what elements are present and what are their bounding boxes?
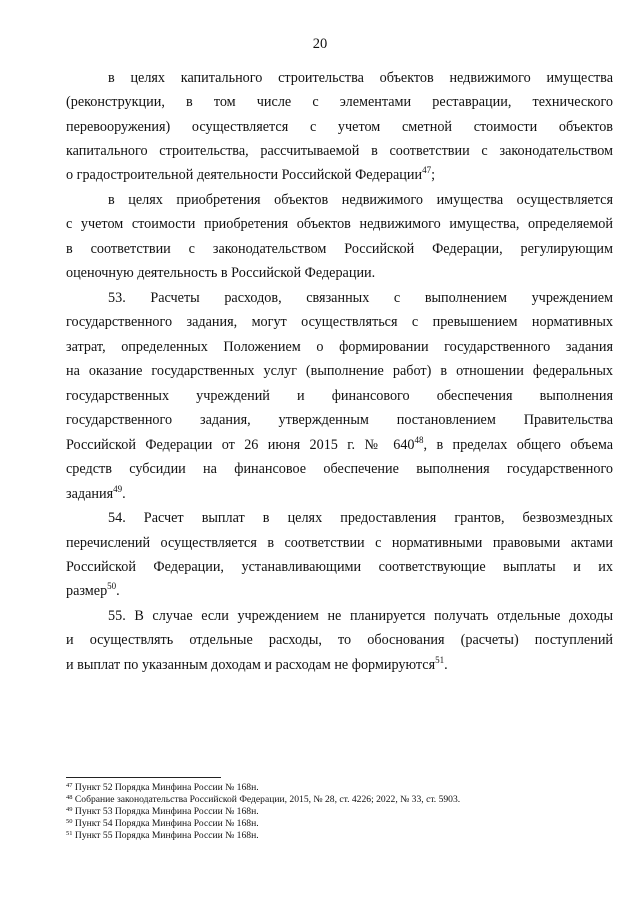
text-line: 53. Расчеты расходов, связанных с выполнением учреждением	[108, 290, 613, 306]
text-line: Российской Федерации, устанавливающими соответствующие выплаты и их	[66, 559, 613, 575]
text-line: (реконструкции, в том числе с элементами реставрации, технического	[66, 94, 613, 110]
text-line: государственных учреждений и финансового обеспечения выполнения	[66, 388, 613, 404]
text-line: с учетом стоимости приобретения объектов недвижимого имущества, определяемой	[66, 216, 613, 232]
text-line: задания$^{49}$.	[66, 484, 126, 502]
text-line: и осуществлять отдельные расходы, то обоснования (расчеты) поступлений	[66, 632, 613, 648]
footnote: $^{51}$ Пункт 55 Порядка Минфина России № 168н.	[66, 830, 259, 841]
text-line: перечислений осуществляется в соответствии с нормативными правовыми актами	[66, 535, 613, 551]
text-line: на оказание государственных услуг (выполнение работ) в отношении федеральных	[66, 363, 613, 379]
text-line: Российской Федерации от 26 июня 2015 г. № $640^{48}$, в пределах общего объема	[66, 435, 613, 453]
footnote-separator	[66, 777, 221, 778]
footnote: $^{47}$ Пункт 52 Порядка Минфина России № 168н.	[66, 782, 259, 793]
footnote: $^{50}$ Пункт 54 Порядка Минфина России № 168н.	[66, 818, 259, 829]
text-line: и выплат по указанным доходам и расходам не формируются$^{51}$.	[66, 655, 448, 673]
text-line: размер$^{50}$.	[66, 581, 120, 599]
footnote-ref: 47	[422, 165, 432, 175]
footnote-ref: 48	[414, 435, 424, 445]
text-line: государственного задания, утвержденным постановлением Правительства	[66, 412, 613, 428]
footnote: $^{49}$ Пункт 53 Порядка Минфина России № 168н.	[66, 806, 259, 817]
text-line: средств субсидии на финансовое обеспечение выполнения государственного	[66, 461, 613, 477]
text-line: 54. Расчет выплат в целях предоставления грантов, безвозмездных	[108, 510, 613, 526]
text-line: 55. В случае если учреждением не планируется получать отдельные доходы	[108, 608, 613, 624]
text-line: оценочную деятельность в Российской Федерации.	[66, 265, 376, 281]
footnote: $^{48}$ Собрание законодательства Российской Федерации, 2015, № 28, ст. 4226; 2022, № 33, ст. 5903.	[66, 794, 461, 805]
footnote-ref: 49	[113, 484, 123, 494]
text-line: в целях приобретения объектов недвижимого имущества осуществляется	[108, 192, 613, 208]
footnote-ref: 50	[107, 581, 117, 591]
text-line: о градостроительной деятельности Российской Федерации$^{47}$;	[66, 165, 436, 183]
page-number: 20	[312, 36, 328, 52]
footnote-ref: 51	[435, 655, 445, 665]
text-line: в целях капитального строительства объектов недвижимого имущества	[108, 70, 613, 86]
text-line: перевооружения) осуществляется с учетом сметной стоимости объектов	[66, 119, 613, 135]
text-line: в соответствии с законодательством Российской Федерации, регулирующим	[66, 241, 613, 257]
text-line: затрат, определенных Положением о формировании государственного задания	[66, 339, 613, 355]
text-line: капитального строительства, рассчитываемой в соответствии с законодательством	[66, 143, 613, 159]
text-line: государственного задания, могут осуществляться с превышением нормативных	[66, 314, 613, 330]
